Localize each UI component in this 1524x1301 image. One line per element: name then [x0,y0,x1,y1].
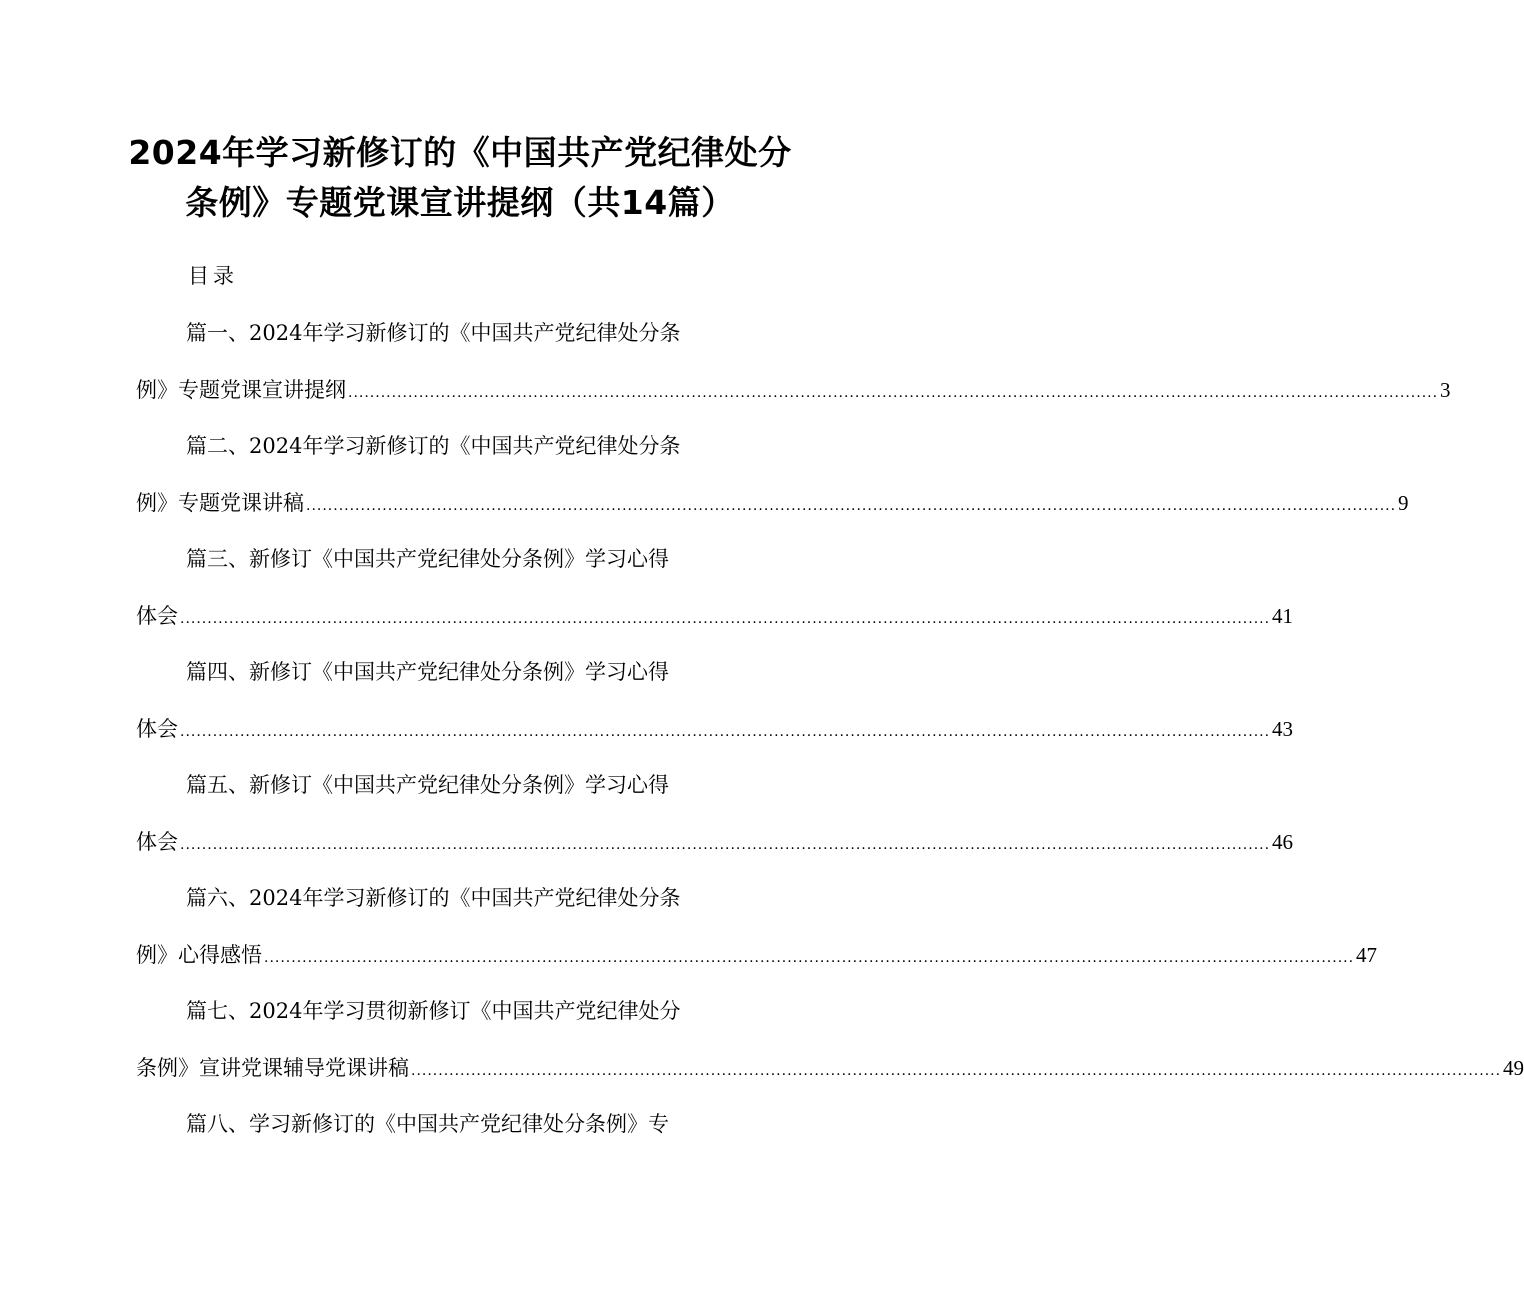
toc-entry-title-cont: 例》专题党课宣讲提纲 [136,378,346,402]
dot-leader: ........................................................................................................................................................................................................ [180,837,1271,853]
title-line-1: 2024年学习新修订的《中国共产党纪律处分 [128,133,792,172]
title-line-2: 条例》专题党课宣讲提纲（共14篇） [185,183,735,222]
toc-page-number: 41 [1272,604,1294,628]
toc-entry-title: 篇八、学习新修订的《中国共产党纪律处分条例》专 [186,1112,669,1136]
toc-entry[interactable] [136,757,1294,870]
toc-entry-title-cont: 体会 [136,830,178,854]
toc-entry-title: 篇五、新修订《中国共产党纪律处分条例》学习心得 [186,773,669,797]
toc-page-number: 43 [1272,717,1294,741]
toc-entry[interactable] [136,1096,770,1153]
toc-page-number: 49 [1503,1056,1524,1080]
toc-entry-title-cont: 例》心得感悟 [136,943,262,967]
toc-entry-title-cont: 条例》宣讲党课辅导党课讲稿 [136,1056,409,1080]
toc-entry[interactable] [136,418,1409,531]
toc-heading: 目录 [188,264,238,288]
toc-page-number: 9 [1398,491,1409,515]
toc-page-number: 46 [1272,830,1294,854]
toc-entry-title: 篇六、2024年学习新修订的《中国共产党纪律处分条 [186,886,681,910]
table-of-contents [136,305,1524,1153]
toc-entry[interactable] [136,305,1451,418]
toc-entry-title: 篇一、2024年学习新修订的《中国共产党纪律处分条 [186,321,681,345]
toc-entry-title-cont: 体会 [136,604,178,628]
toc-entry-title: 篇二、2024年学习新修订的《中国共产党纪律处分条 [186,434,681,458]
toc-page-number: 3 [1440,378,1451,402]
dot-leader: ........................................................................................................................................................................................................ [411,1063,1502,1079]
toc-entry-title: 篇七、2024年学习贯彻新修订《中国共产党纪律处分 [186,999,681,1023]
toc-entry[interactable] [136,644,1294,757]
toc-page-number: 47 [1356,943,1378,967]
toc-entry[interactable] [136,531,1294,644]
dot-leader: ........................................................................................................................................................................................................ [180,724,1271,740]
dot-leader: ........................................................................................................................................................................................................ [180,611,1271,627]
dot-leader: ........................................................................................................................................................................................................ [306,498,1397,514]
toc-entry[interactable] [136,870,1378,983]
toc-entry-title: 篇四、新修订《中国共产党纪律处分条例》学习心得 [186,660,669,684]
dot-leader: ........................................................................................................................................................................................................ [348,385,1439,401]
toc-entry-title: 篇三、新修订《中国共产党纪律处分条例》学习心得 [186,547,669,571]
toc-entry-title-cont: 体会 [136,717,178,741]
toc-entry-title-cont: 例》专题党课讲稿 [136,491,304,515]
toc-entry[interactable] [136,983,1524,1096]
document-title [120,128,800,228]
dot-leader: ........................................................................................................................................................................................................ [264,950,1355,966]
